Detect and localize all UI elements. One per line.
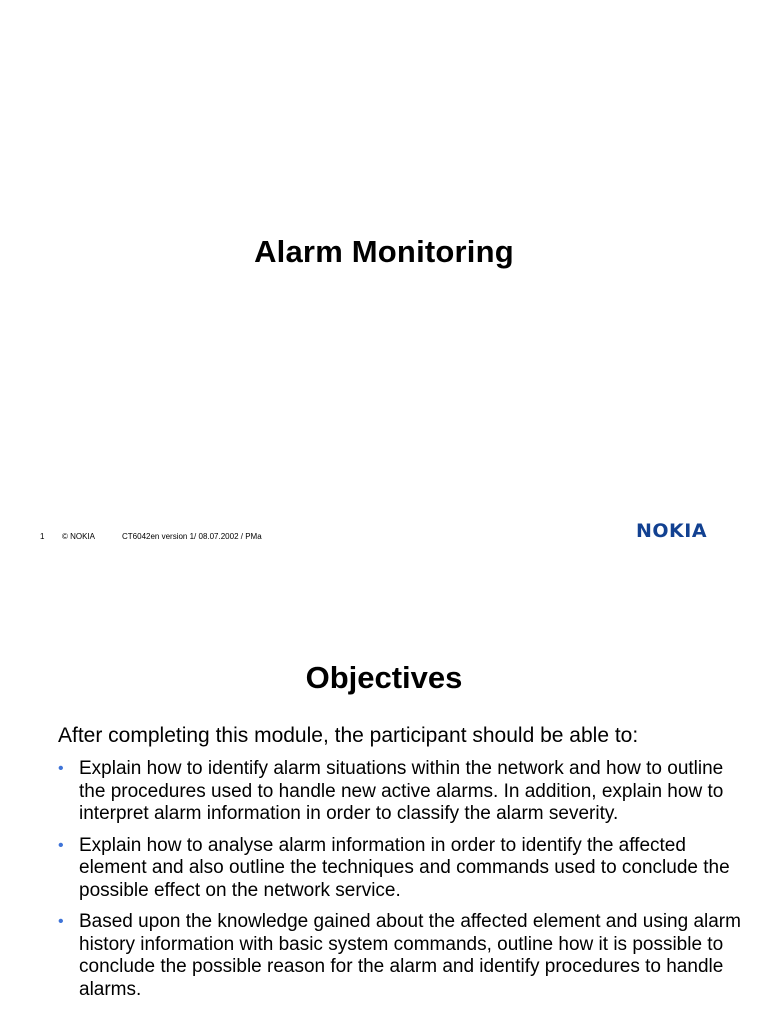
list-item (58, 835, 748, 903)
bullet-icon: • (58, 836, 64, 854)
slide-title: Objectives (305, 660, 463, 695)
bullet-icon: • (58, 913, 64, 930)
list-item-text: Based upon the knowledge gained about the affected element and using alarm history information with basic system commands, outline how it is possible to conclude the possible reason for the alarm and identify procedures to handle alarms. (79, 911, 741, 1000)
bullet-icon: • (58, 760, 64, 777)
list-item (58, 758, 748, 826)
course-info: CT6042en version 1/ 08.07.2002 / PMa (122, 532, 262, 541)
objectives-list (58, 758, 748, 1010)
copyright-text: © NOKIA (62, 532, 96, 541)
slide-footer (40, 532, 262, 541)
list-item (58, 911, 748, 1001)
list-item-text: Explain how to analyse alarm information in order to identify the affected element and also outline the techniques and commands used to conclude the possible effect on the network service. (79, 834, 730, 901)
objectives-slide (0, 576, 768, 1024)
list-item-text: Explain how to identify alarm situations within the network and how to outline the procedures used to handle new active alarms. In addition, explain how to interpret alarm information in order to classify the alarm severity. (79, 758, 724, 824)
slide-title: Alarm Monitoring (254, 234, 514, 269)
page-number: 1 (40, 532, 45, 541)
intro-text: After completing this module, the participant should be able to: (58, 724, 639, 747)
nokia-logo: NOKIA (636, 520, 708, 542)
